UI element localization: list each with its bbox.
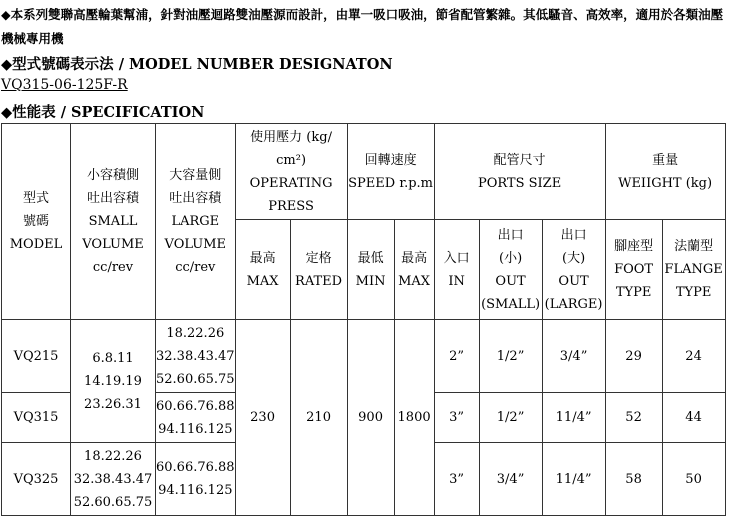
cell-line: 吐出容積 (169, 191, 222, 206)
cell-line: cc/rev (175, 260, 216, 275)
port-in-header (434, 220, 479, 320)
cell-line: 60.66.76.88 (156, 398, 235, 414)
weight-foot-cell: 52 (605, 393, 662, 443)
port-in-cell: 3” (434, 393, 479, 443)
cell-line: OUT (558, 273, 589, 289)
cell-line: OPERATING (249, 175, 333, 191)
cell-line: 重量 (652, 152, 679, 168)
cell-line: 23.26.31 (84, 396, 142, 412)
small-volume-header (71, 124, 156, 320)
press-max-cell: 230 (235, 320, 290, 516)
cell-line: 出口 (560, 227, 587, 243)
speed-max-header (394, 220, 434, 320)
cell-line: 6.8.11 (92, 350, 134, 366)
weight-foot-header (605, 220, 662, 320)
specification-heading: ◆性能表 / SPECIFICATION (1, 104, 205, 121)
port-out-large-header (542, 220, 605, 320)
speed-header (347, 124, 434, 220)
weight-header (605, 124, 725, 220)
cell-line: cm²) (276, 152, 307, 168)
cell-line: 型式 (22, 191, 49, 206)
large-volume-cell (156, 320, 236, 393)
cell-line: 定格 (305, 250, 332, 266)
cell-line: 18.22.26 (84, 448, 142, 464)
port-in-cell: 3” (434, 443, 479, 516)
cell-line: 吐出容積 (86, 191, 139, 206)
cell-line: 號碼 (22, 214, 49, 229)
port-out-small-cell: 1/2” (479, 320, 542, 393)
weight-flange-header (662, 220, 725, 320)
cell-line: 60.66.76.88 (156, 460, 235, 475)
model-cell: VQ325 (2, 443, 71, 516)
cell-line: SPEED r.p.m (348, 175, 434, 191)
cell-line: (LARGE) (544, 296, 603, 312)
port-out-small-header (479, 220, 542, 320)
model-header (2, 124, 71, 320)
cell-line: FLANGE (664, 262, 723, 277)
cell-line: OUT (495, 273, 526, 289)
cell-line: LARGE (171, 214, 220, 229)
speed-min-cell: 900 (347, 320, 394, 516)
cell-line: TYPE (615, 285, 652, 300)
weight-foot-cell: 29 (605, 320, 662, 393)
designation-heading: ◆型式號碼表示法 / MODEL NUMBER DESIGNATON (1, 56, 393, 73)
port-out-large-cell: 11/4” (542, 443, 605, 516)
cell-line: 94.116.125 (158, 421, 233, 437)
cell-line: SMALL (88, 214, 138, 229)
model-code: VQ315-06-125F-R (1, 77, 128, 93)
table-row (2, 320, 726, 393)
cell-line: (SMALL) (481, 296, 541, 312)
weight-flange-cell: 44 (662, 393, 725, 443)
speed-min-header (347, 220, 394, 320)
cell-line: 腳座型 (614, 239, 654, 254)
cell-line: RATED (295, 273, 343, 289)
port-out-large-cell: 3/4” (542, 320, 605, 393)
cell-line: PORTS SIZE (477, 175, 562, 191)
weight-flange-cell: 50 (662, 443, 725, 516)
large-volume-cell (156, 443, 236, 516)
cell-line: MAX (398, 273, 431, 289)
port-out-small-cell: 3/4” (479, 443, 542, 516)
model-cell: VQ215 (2, 320, 71, 393)
cell-line: TYPE (675, 285, 712, 300)
port-in-cell: 2” (434, 320, 479, 393)
cell-line: 18.22.26 (166, 325, 225, 341)
ports-size-header (434, 124, 605, 220)
cell-line: MAX (246, 273, 279, 289)
cell-line: 回轉速度 (364, 152, 417, 168)
large-volume-cell (156, 393, 236, 443)
port-out-large-cell: 11/4” (542, 393, 605, 443)
cell-line: 94.116.125 (158, 483, 233, 498)
cell-line: MODEL (9, 237, 63, 252)
press-rated-header (290, 220, 347, 320)
small-volume-cell (71, 320, 156, 443)
cell-line: 法蘭型 (674, 239, 714, 254)
cell-line: 52.60.65.75 (156, 371, 235, 387)
cell-line: (大) (562, 250, 586, 266)
cell-line: VOLUME (82, 237, 144, 252)
cell-line: FOOT (614, 262, 654, 277)
cell-line: WEIIGHT (kg) (618, 175, 713, 191)
cell-line: 入口 (443, 250, 470, 266)
cell-line: 出口 (497, 227, 524, 243)
weight-flange-cell: 24 (662, 320, 725, 393)
press-rated-cell: 210 (290, 320, 347, 516)
cell-line: cc/rev (92, 260, 134, 275)
cell-line: 52.60.65.75 (73, 494, 153, 510)
large-volume-header (156, 124, 236, 320)
port-out-small-cell: 1/2” (479, 393, 542, 443)
cell-line: 配管尺寸 (493, 152, 546, 168)
cell-line: 最高 (401, 250, 428, 266)
weight-foot-cell: 58 (605, 443, 662, 516)
cell-line: IN (448, 273, 465, 289)
cell-line: 最低 (357, 250, 384, 266)
cell-line: 小容積側 (86, 168, 139, 183)
model-cell: VQ315 (2, 393, 71, 443)
operating-press-header (235, 124, 347, 220)
intro-text: ◆本系列雙聯高壓輪葉幫浦，針對油壓迴路雙油壓源而設計，由單一吸口吸油，節省配管繁雜。其低騷音、高效率，適用於各類油壓機械專用機 (1, 7, 724, 46)
specification-table (1, 123, 726, 516)
cell-line: VOLUME (164, 237, 227, 252)
cell-line: (小) (499, 250, 523, 266)
cell-line: 使用壓力 (kg/ (250, 129, 332, 145)
small-volume-cell (71, 443, 156, 516)
speed-max-cell: 1800 (394, 320, 434, 516)
cell-line: 14.19.19 (84, 373, 142, 389)
press-max-header (235, 220, 290, 320)
cell-line: PRESS (268, 198, 314, 214)
cell-line: 大容量側 (169, 168, 222, 183)
cell-line: 最高 (249, 250, 276, 266)
cell-line: 32.38.43.47 (73, 471, 153, 487)
cell-line: MIN (355, 273, 386, 289)
cell-line: 32.38.43.47 (156, 348, 235, 364)
